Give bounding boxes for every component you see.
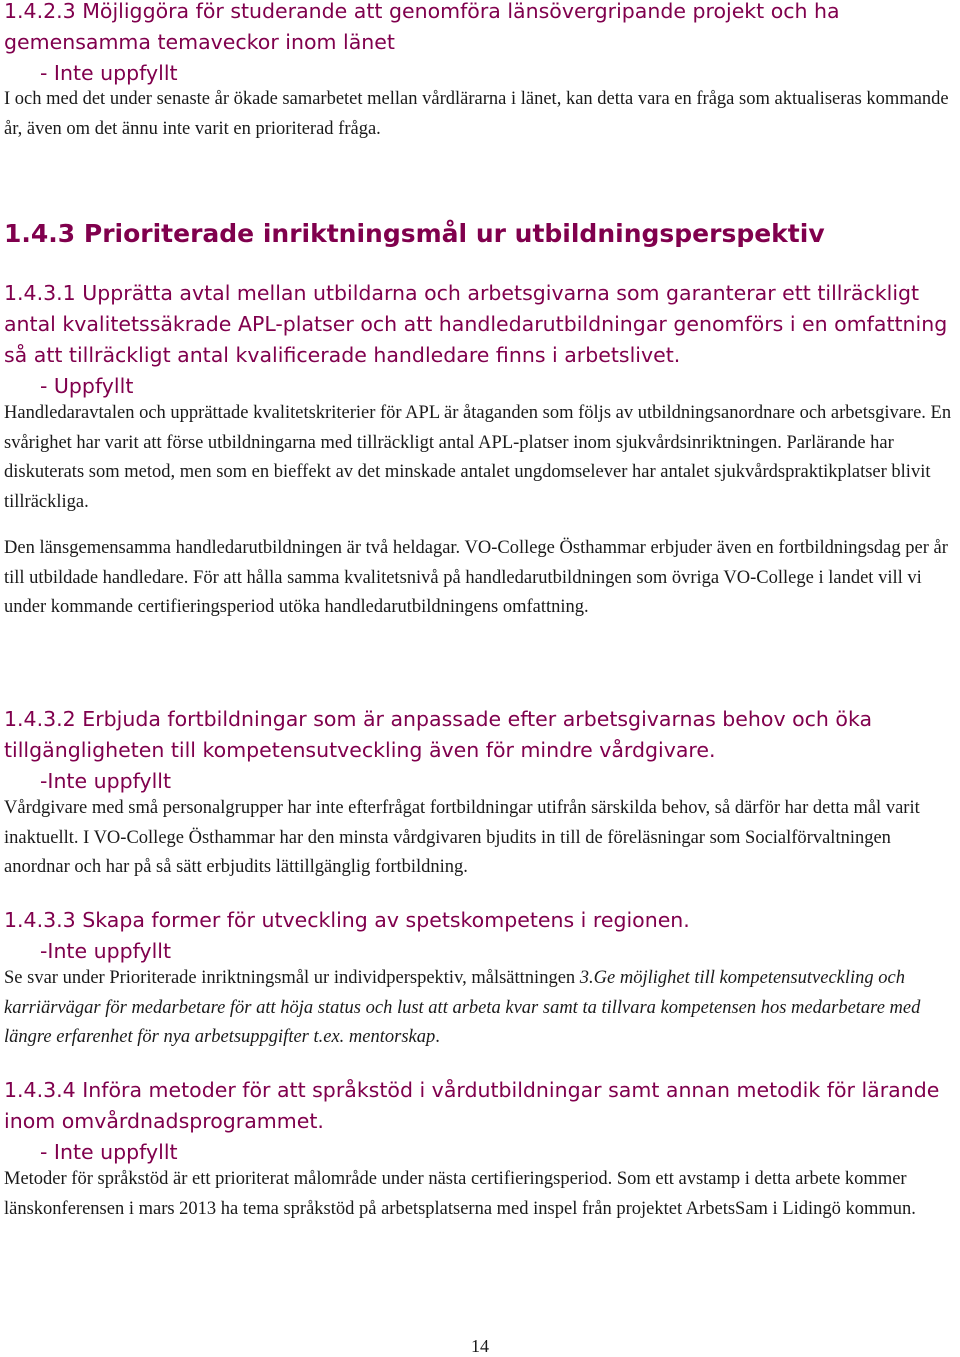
subsection-heading: 1.4.3.4 Införa metoder för att språkstöd i vårdutbildningar samt annan metodik för lärande inom omvårdnadsprogrammet. bbox=[4, 1078, 940, 1133]
paragraph: I och med det under senaste år ökade samarbetet mellan vårdlärarna i länet, kan detta vara en fråga som aktualiseras kommande år, även om det ännu inte varit en prioriterad fråga. bbox=[4, 89, 949, 139]
page-number: 14 bbox=[471, 1336, 489, 1356]
paragraph: Metoder för språkstöd är ett prioriterat målområde under nästa certifieringsperiod. Som ett avstamp i detta arbete kommer länskonferensen i mars 2013 ha tema språkstöd på arbetsplatserna med inspel från projektet ArbetsSam i Lidingö kommun. bbox=[4, 1169, 916, 1219]
status-label: -Inte uppfyllt bbox=[40, 769, 172, 793]
section-1-4-3-2 bbox=[4, 704, 956, 883]
italic-quote: 3.Ge möjlighet till kompetensutveckling och karriärvägar för medarbetare för att höja status och lust att arbeta kvar samt ta tillvara kompetensen hos medarbetare med längre erfarenhet för nya arbetsuppgifter t.ex. mentorskap bbox=[4, 968, 921, 1047]
subsection-heading: 1.4.2.3 Möjliggöra för studerande att genomföra länsövergripande projekt och ha gemensamma temaveckor inom länet bbox=[4, 0, 840, 54]
status-label: - Inte uppfyllt bbox=[40, 61, 178, 85]
status-label: -Inte uppfyllt bbox=[40, 939, 172, 963]
paragraph bbox=[4, 964, 956, 1053]
paragraph: Den länsgemensamma handledarutbildningen är två heldagar. VO-College Östhammar erbjuder även en fortbildningsdag per år till utbildade handledare. För att hålla samma kvalitetsnivå på handledarutbildningen som övriga VO-College i landet vill vi under kommande certifieringsperiod utöka handledarutbildningens omfattning. bbox=[4, 538, 948, 617]
subsection-heading: 1.4.3.2 Erbjuda fortbildningar som är anpassade efter arbetsgivarnas behov och öka tillgängligheten till kompetensutveckling även för mindre vårdgivare. bbox=[4, 707, 873, 762]
status-label: - Uppfyllt bbox=[40, 374, 134, 398]
paragraph-end: . bbox=[435, 1027, 440, 1047]
paragraph-text: Se svar under Prioriterade inriktningsmål ur individperspektiv, målsättningen bbox=[4, 968, 580, 988]
section-1-4-3-4 bbox=[4, 1075, 956, 1224]
subsection-heading: 1.4.3.3 Skapa former för utveckling av spetskompetens i regionen. bbox=[4, 908, 690, 932]
section-1-4-2-3 bbox=[4, 0, 956, 144]
section-heading-block bbox=[4, 218, 956, 250]
section-heading: 1.4.3 Prioriterade inriktningsmål ur utbildningsperspektiv bbox=[4, 219, 825, 248]
section-1-4-3-1 bbox=[4, 278, 956, 623]
status-label: - Inte uppfyllt bbox=[40, 1140, 178, 1164]
paragraph: Handledaravtalen och upprättade kvalitetskriterier för APL är åtaganden som följs av utbildningsanordnare och arbetsgivare. En svårighet har varit att förse utbildningarna med tillräckligt antal APL-platser inom sjukvårdsinriktningen. Parlärande har diskuterats som metod, men som en bieffekt av det minskade antalet ungdomselever har antalet sjukvårdspraktikplatser blivit tillräckliga. bbox=[4, 403, 952, 512]
section-1-4-3-3 bbox=[4, 905, 956, 1053]
paragraph: Vårdgivare med små personalgrupper har inte efterfrågat fortbildningar utifrån särskilda behov, så därför har detta mål varit inaktuellt. I VO-College Östhammar har den minsta vårdgivaren bjudits in till de föreläsningar som Socialförvaltningen anordnar och har på så sätt erbjudits lättillgänglig fortbildning. bbox=[4, 798, 920, 877]
subsection-heading: 1.4.3.1 Upprätta avtal mellan utbildarna och arbetsgivarna som garanterar ett tillräckligt antal kvalitetssäkrade APL-platser och att handledarutbildningar genomförs i en omfattning så att tillräckligt antal kvalificerade handledare finns i arbetslivet. bbox=[4, 281, 948, 367]
